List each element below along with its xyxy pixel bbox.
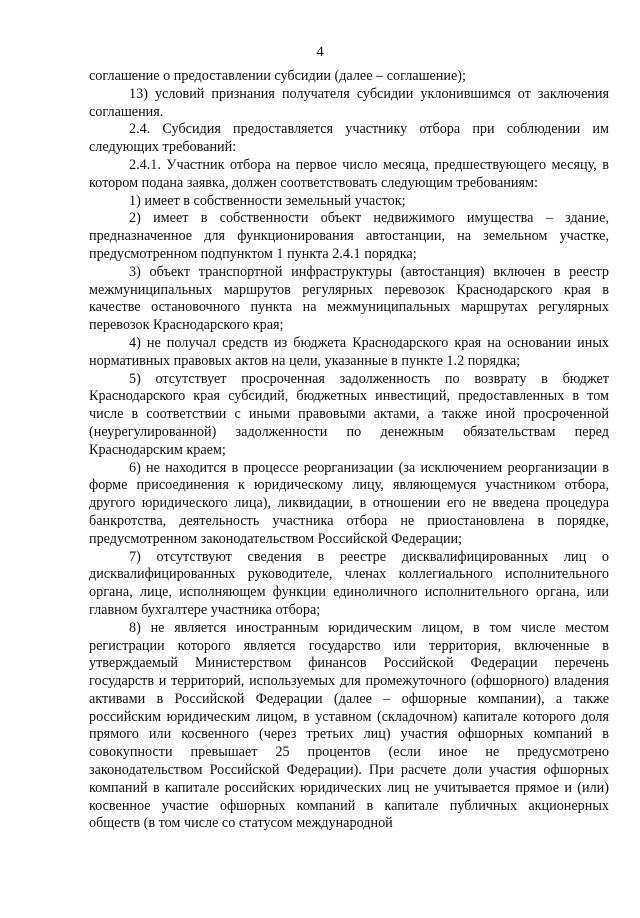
paragraph-requirement-2: 2) имеет в собственности объект недвижимого имущества – здание, предназначенное для функционирования автостанции, на земельном участке, предусмотренном подпунктом 1 пункта 2.4.1 порядка; [89,210,609,262]
paragraph-requirement-6: 6) не находится в процессе реорганизации (за исключением реорганизации в форме присоединения к юридическому лицу, являющемуся участником отбора, другого юридического лица), ликвидации, в отношении его не введена процедура банкротства, деятельность участника отбора не приостановлена в порядке, предусмотренном законодательством Российской Федерации; [89,459,609,547]
paragraph-agreement-continuation: соглашение о предоставлении субсидии (далее – соглашение); [89,68,466,84]
paragraph-requirement-4: 4) не получал средств из бюджета Краснодарского края на основании иных нормативных правовых актов на цели, указанные в пункте 1.2 порядка; [89,334,609,369]
paragraph-requirement-8: 8) не является иностранным юридическим лицом, в том числе местом регистрации которого является государство или территория, включенные в утверждаемый Министерством финансов Российской Федерации перечень государств и территорий, используемых для промежуточного (офшорного) владения активами в Российской Федерации (далее – офшорные компании), а также российским юридическим лицом, в уставном (складочном) капитале которого доля прямого или косвенного (через третьих лиц) участия офшорных компаний в совокупности превышает 25 процентов (если иное не предусмотрено законодательством Российской Федерации). При расчете доли участия офшорных компаний в капитале российских юридических лиц не учитывается прямое и (или) косвенное участие офшорных компаний в капитале публичных акционерных обществ (в том числе со статусом международной [89,619,609,832]
paragraph-requirement-5: 5) отсутствует просроченная задолженность по возврату в бюджет Краснодарского края субсидий, бюджетных инвестиций, предоставленных в том числе в соответствии с иными правовыми актами, а также иной просроченной (неурегулированной) задолженности по денежным обязательствам перед Краснодарским краем; [89,370,609,458]
paragraph-requirement-3: 3) объект транспортной инфраструктуры (автостанция) включен в реестр межмуниципальных маршрутов регулярных перевозок Краснодарского края в качестве остановочного пункта на межмуниципальных маршрутах регулярных перевозок Краснодарского края; [89,263,609,334]
document-body [89,68,609,833]
page-number: 4 [316,44,324,60]
paragraph-section-2-4-1: 2.4.1. Участник отбора на первое число месяца, предшествующего месяцу, в котором подана заявка, должен соответствовать следующим требованиям: [89,156,609,191]
paragraph-requirement-1: 1) имеет в собственности земельный участок; [129,192,406,209]
paragraph-requirement-7: 7) отсутствуют сведения в реестре дисквалифицированных лиц о дисквалифицированных руководителе, членах коллегиального исполнительного органа, лице, исполняющем функции единоличного исполнительного органа, или главном бухгалтере участника отбора; [89,548,609,618]
paragraph-section-2-4: 2.4. Субсидия предоставляется участнику отбора при соблюдении им следующих требований: [89,121,609,156]
paragraph-item-13: 13) условий признания получателя субсидии уклонившимся от заключения соглашения. [89,85,609,120]
